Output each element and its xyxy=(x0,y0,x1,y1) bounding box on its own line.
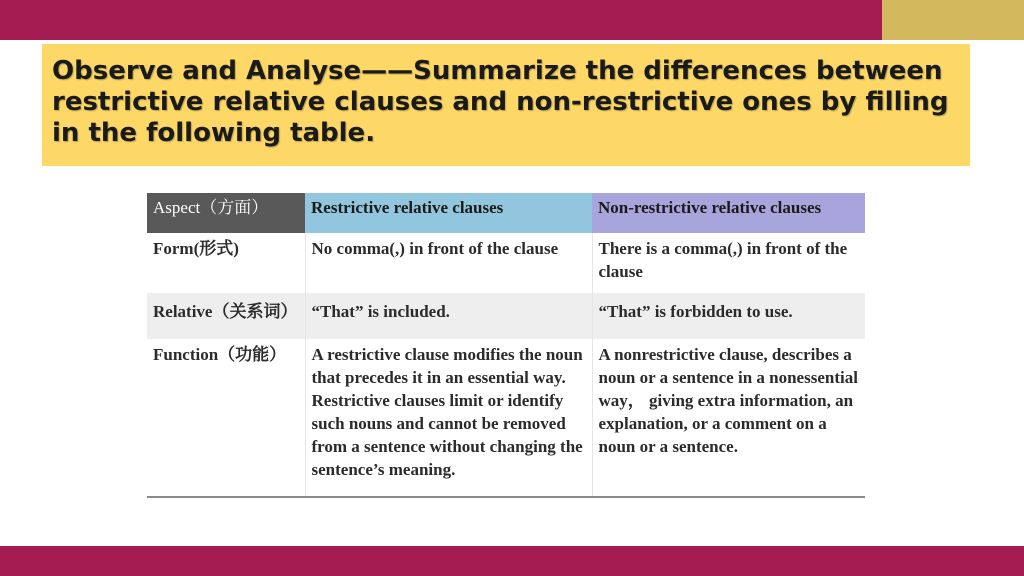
restrictive-cell-form: No comma(,) in front of the clause xyxy=(305,233,592,293)
bottom-banner-bar xyxy=(0,546,1024,576)
nonrestrictive-cell-form: There is a comma(,) in front of the clause xyxy=(592,233,865,293)
top-banner-bar xyxy=(0,0,882,40)
nonrestrictive-cell-function: A nonrestrictive clause, describes a noun or a sentence in a nonessential way， giving extra information, an explanation, or a comment on a noun or a sentence. xyxy=(592,339,865,497)
comparison-table xyxy=(147,193,865,498)
aspect-cell-relative: Relative（关系词） xyxy=(147,293,305,339)
header-restrictive: Restrictive relative clauses xyxy=(305,193,592,233)
slide-title: Observe and Analyse——Summarize the differences between restrictive relative clauses and non-restrictive ones by filling in the following table. xyxy=(52,56,949,148)
header-aspect: Aspect（方面） xyxy=(147,193,305,233)
table-row-function xyxy=(147,339,865,497)
table-row-form xyxy=(147,233,865,293)
restrictive-cell-function: A restrictive clause modifies the noun that precedes it in an essential way. Restrictive clauses limit or identify such nouns and cannot be removed from a sentence without changing the sentence’s meaning. xyxy=(305,339,592,497)
title-box xyxy=(42,44,970,166)
nonrestrictive-cell-relative: “That” is forbidden to use. xyxy=(592,293,865,339)
table-header-row xyxy=(147,193,865,233)
table-row-relative xyxy=(147,293,865,339)
aspect-cell-form: Form(形式) xyxy=(153,239,239,258)
top-accent-block xyxy=(882,0,1024,40)
restrictive-cell-relative: “That” is included. xyxy=(305,293,592,339)
header-nonrestrictive: Non-restrictive relative clauses xyxy=(592,193,865,233)
aspect-cell-function: Function（功能） xyxy=(147,339,305,497)
